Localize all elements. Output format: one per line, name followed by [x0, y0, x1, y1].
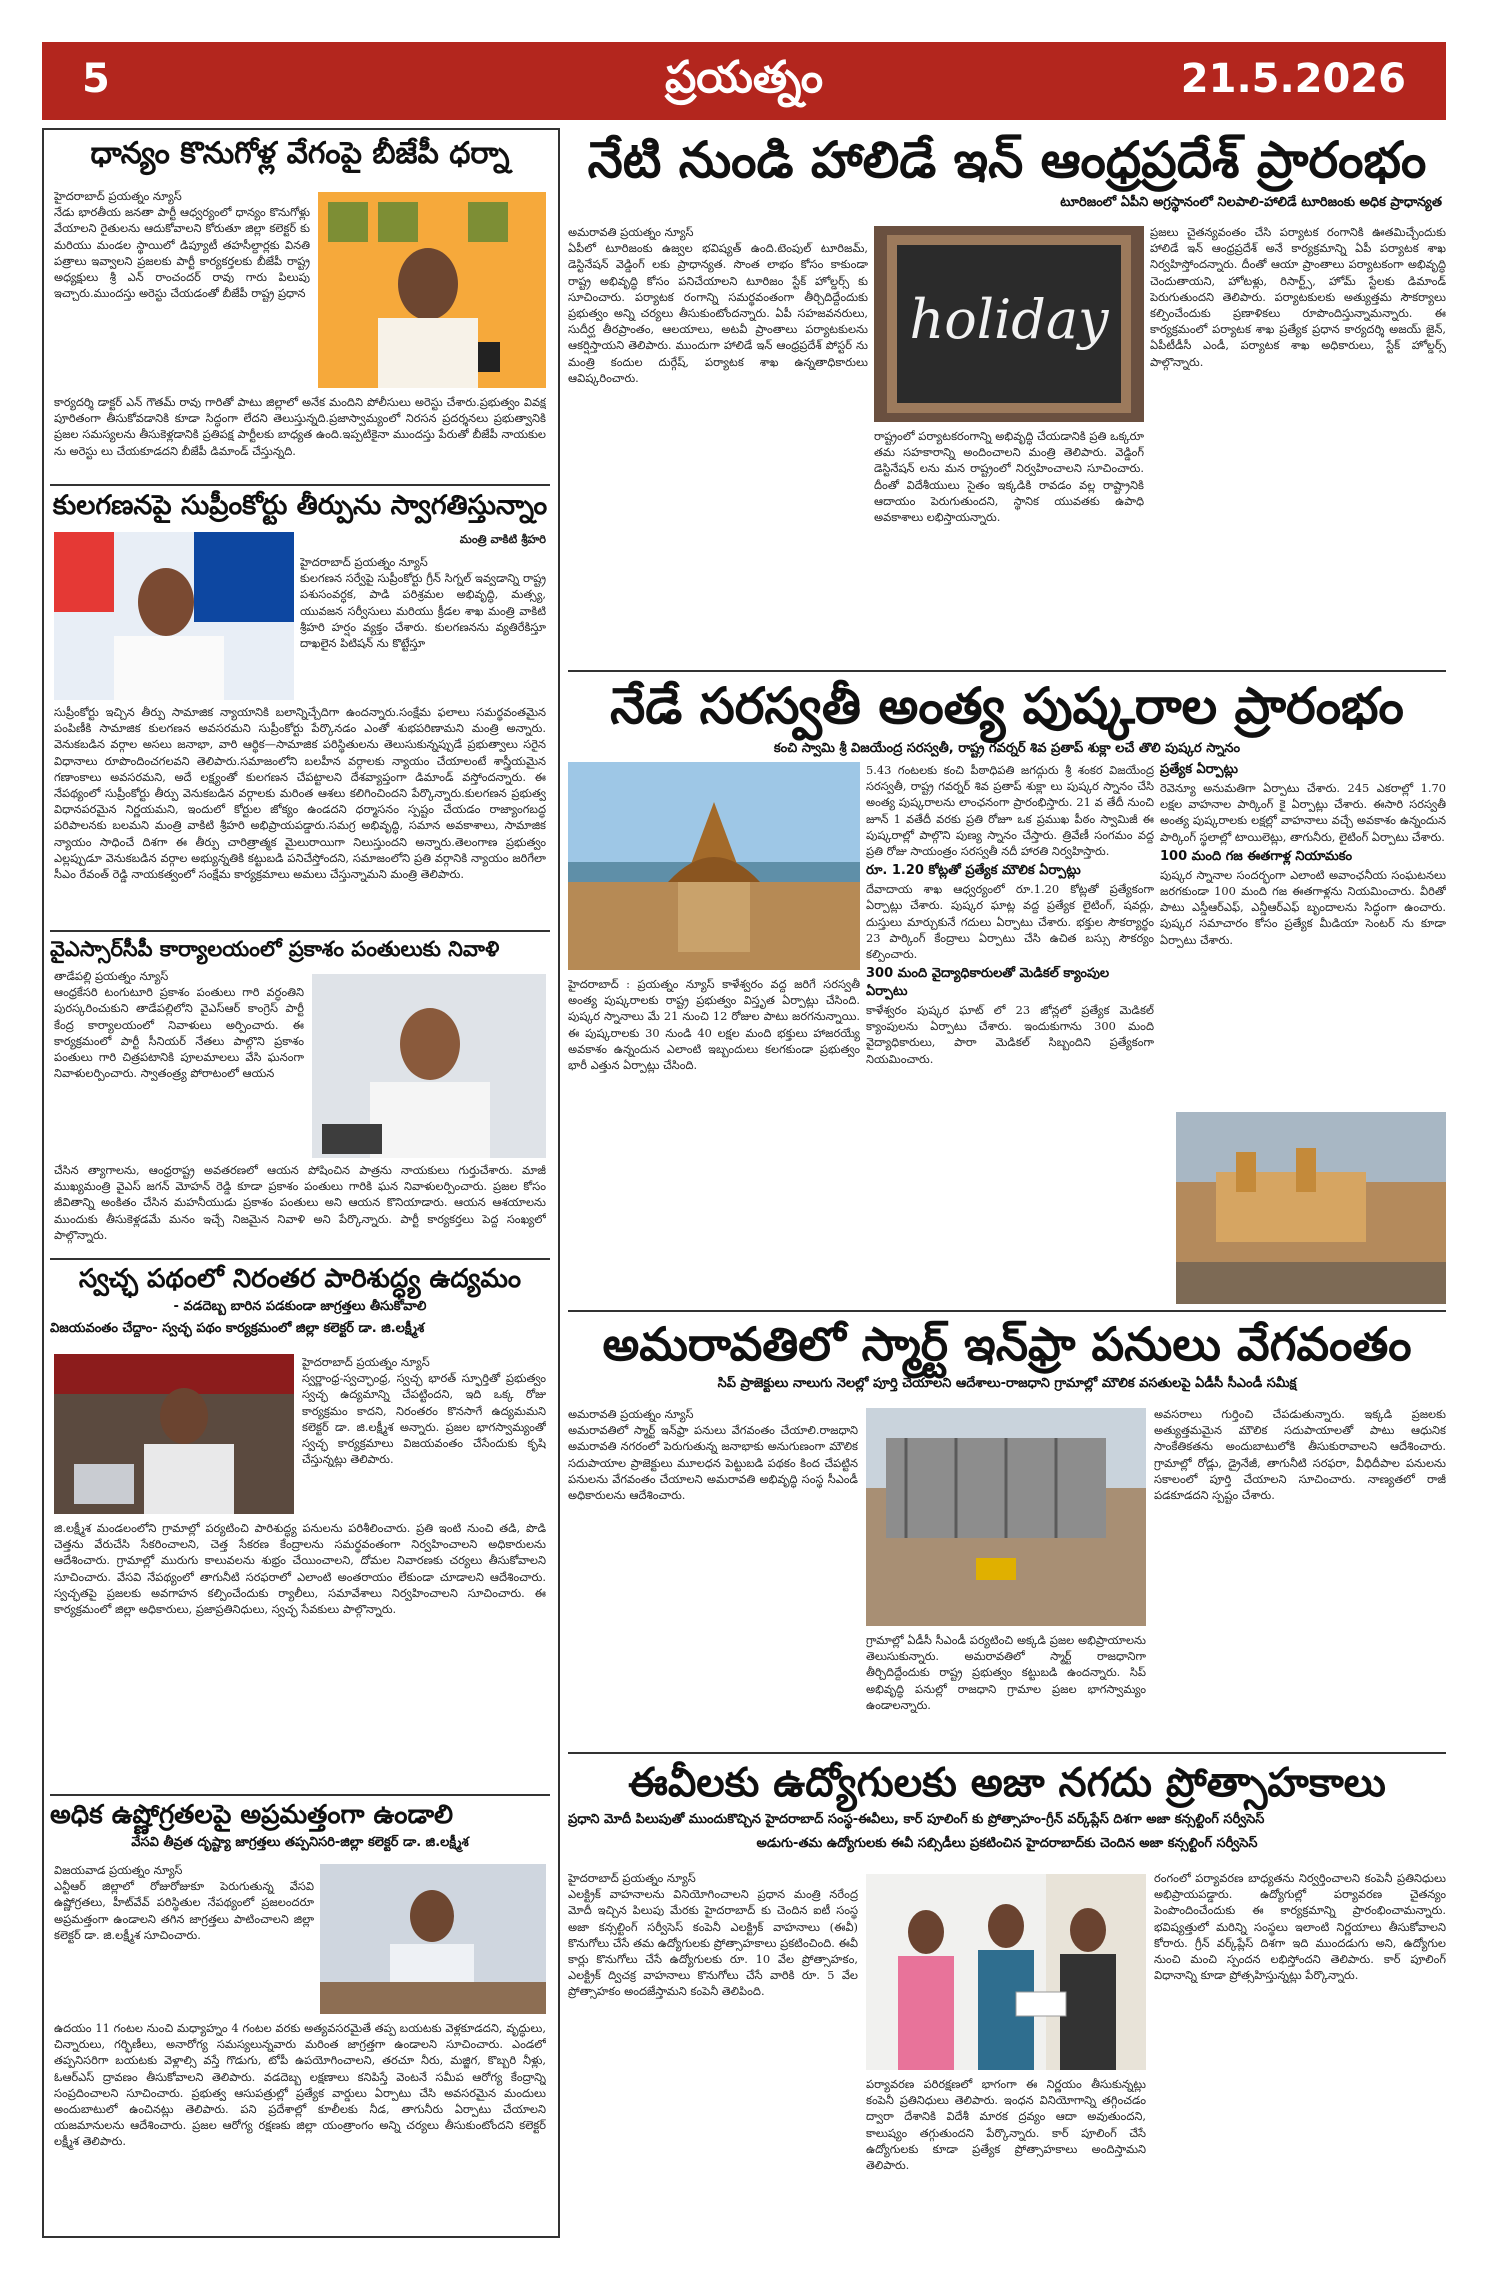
article-body: రాష్ట్రంలో పర్యాటకరంగాన్ని అభివృద్ధి చేయడానికి ప్రతి ఒక్కరూ తమ సహకారాన్ని అందించాలని మంత్రి తెలిపారు. వెడ్డింగ్ డెస్టినేషన్ లను మన రాష్ట్రంలో నిర్వహించాలని సూచించారు. దీంతో విదేశీయులు సైతం ఇక్కడికి రావడం వల్ల రాష్ట్రానికి ఆదాయం పెరుగుతుందని, స్థానిక యువతకు ఉపాధి అవకాశాలు లభిస్తాయన్నారు.	[874, 429, 1144, 524]
article-body: హైదరాబాద్ ప్రయత్నం న్యూస్ స్వర్ణాంధ్ర-స్వచ్ఛాంధ్ర, స్వచ్ఛ భారత్ స్ఫూర్తితో ప్రభుత్వం స్వచ్ఛ ఉద్యమాన్ని చేపట్టిందని, ఇది ఒక్క రోజు కార్యక్రమం కాదని, నిరంతరం కొనసాగే ఉద్యమమని కలెక్టర్ డా. జి.లక్ష్మీశ అన్నారు. ప్రజల భాగస్వామ్యంతో స్వచ్ఛ కార్యక్రమాలు విజయవంతం చేసేందుకు కృషి చేస్తున్నట్లు తెలిపారు.	[302, 1355, 546, 1467]
article-body: రంగంలో పర్యావరణ బాధ్యతను నిర్వర్తించాలని కంపెనీ ప్రతినిధులు అభిప్రాయపడ్డారు. ఉద్యోగుల్లో పర్యావరణ చైతన్యం పెంపొందించేందుకు ఈ కార్యక్రమాన్ని ప్రారంభించామన్నారు. భవిష్యత్తులో మరిన్ని సంస్థలు ఇలాంటి నిర్ణయాలు తీసుకోవాలని కోరారు. గ్రీన్ వర్క్‌ప్లేస్ దిశగా ఇది ముందడుగు అని, ఉద్యోగుల నుంచి మంచి స్పందన లభిస్తోందని తెలిపారు. కార్ పూలింగ్ విధానాన్ని కూడా ప్రోత్సహిస్తున్నట్లు పేర్కొన్నారు.	[1154, 1871, 1446, 1983]
article-subheadline: ప్రధాని మోదీ పిలుపుతో ముందుకొచ్చిన హైదరాబాద్ సంస్థ-ఈవీలు, కార్ పూలింగ్ కు ప్రోత్సాహం-గ్రీన్ వర్క్‌ప్లేస్ దిశగా అజా కన్సల్టింగ్ సర్వీసెస్	[568, 1812, 1265, 1827]
article-headline: నేటి నుండి హాలిడే ఇన్ ఆంధ్రప్రదేశ్ ప్రారంభం	[587, 131, 1427, 189]
article-body: చేసిన త్యాగాలను, ఆంధ్రరాష్ట్ర అవతరణలో ఆయన పోషించిన పాత్రను నాయకులు గుర్తుచేశారు. మాజీ ముఖ్యమంత్రి వైఎస్ జగన్ మోహన్ రెడ్డి కూడా ప్రకాశం పంతులు గారికి ఘన నివాళులర్పించారు. ప్రజల కోసం జీవితాన్ని అంకితం చేసిన మహనీయుడు ప్రకాశం పంతులు అని ఆయన కొనియాడారు. ఆయన ఆశయాలను ముందుకు తీసుకెళ్లడమే మనం ఇచ్చే నిజమైన నివాళి అని పేర్కొన్నారు. పార్టీ కార్యకర్తలు పెద్ద సంఖ్యలో పాల్గొన్నారు.	[54, 1163, 546, 1242]
jagan-photo	[312, 974, 546, 1158]
article-body: అమరావతి ప్రయత్నం న్యూస్ అమరావతిలో స్మార్ట్ ఇన్‌ఫ్రా పనులు వేగవంతం చేయాలి.రాజధాని అమరావతి నగరంలో పెరుగుతున్న జనాభాకు అనుగుణంగా మౌలిక సదుపాయాల ప్రాజెక్టులు మూలధన పెట్టుబడి పథకం కింద చేపట్టిన పనులను వేగవంతం చేయాలని అమరావతి అభివృద్ధి సంస్థ సీఎండీ అధికారులను ఆదేశించారు.	[568, 1407, 858, 1502]
article-headline: అమరావతిలో స్మార్ట్ ఇన్‌ఫ్రా పనులు వేగవంతం	[602, 1317, 1412, 1371]
article-body: 5.43 గంటలకు కంచి పీఠాధిపతి జగద్గురు శ్రీ శంకర విజయేంద్ర సరస్వతీ, రాష్ట్ర గవర్నర్ శివ ప్రతాప్ శుక్లా లు పుష్కర స్నానం చేసి అంత్య పుష్కరాలను లాంఛనంగా ప్రారంభిస్తారు. 21 వ తేదీ నుంచి జూన్ 1 వతేదీ వరకు ప్రతి రోజూ ఒక ప్రముఖ పీఠం స్వామిజీ ఈ పుష్కరాల్లో పాల్గొని పుణ్య స్నానం చేస్తారు. త్రివేణీ సంగమం వద్ద ప్రతి రోజు సాయంత్రం సరస్వతీ నదీ హారతి నిర్వహిస్తారు.	[866, 763, 1154, 858]
article-saraswati-pushkaralu	[568, 676, 1446, 1308]
article-caste-census	[50, 488, 550, 928]
article-heatwave-alert	[50, 1798, 550, 2230]
article-headline: ధాన్యం కొనుగోళ్ల వేగంపై బీజేపీ ధర్నా	[90, 136, 510, 171]
article-body: అమరావతి ప్రయత్నం న్యూస్ ఏపీలో టూరిజంకు ఉజ్వల భవిష్యత్ ఉంది.టెంపుల్ టూరిజమ్, డెస్టినేషన్ వెడ్డింగ్ లకు ప్రాధాన్యత. సొంత లాభం కోసం కాకుండా రాష్ట్ర అభివృద్ధి కోసం పనిచేయాలని టూరిజం స్టేక్ హోల్డర్స్ కు సూచించారు. పర్యాటక రంగాన్ని సమర్థవంతంగా తీర్చిదిద్దేందుకు ప్రభుత్వం అన్ని చర్యలు తీసుకుంటోందన్నారు. ఏపీ సహజవనరులు, సుదీర్ఘ తీరప్రాంతం, ఆలయాలు, అటవీ ప్రాంతాలు పర్యాటకులను ఆకర్షిస్తాయని తెలిపారు. ముందుగా హాలిడే ఇన్ ఆంధ్రప్రదేశ్ పోస్టర్ ను మంత్రి కందుల దుర్గేష్, పర్యాటక శాఖ ఉన్నతాధికారులు ఆవిష్కరించారు.	[568, 225, 868, 385]
article-subheadline: - వడదెబ్బ బారిన పడకుండా జాగ్రత్తలు తీసుకోవాలి	[173, 1299, 427, 1315]
article-body: అవసరాలు గుర్తించి చేపడుతున్నారు. ఇక్కడి ప్రజలకు అత్యుత్తమమైన మౌలిక సదుపాయాలతో పాటు ఆధునిక సాంకేతికతను అందుబాటులోకి తీసుకురావాలని ఆదేశించారు. గ్రామాల్లో రోడ్లు, డ్రైనేజీ, తాగునీటి సరఫరా, వీధిదీపాల పనులను సకాలంలో పూర్తి చేయాలని సూచించారు. నాణ్యతలో రాజీ పడకూడదని స్పష్టం చేశారు.	[1154, 1407, 1446, 1502]
collector-lakshmisha-photo	[320, 1864, 546, 2014]
page-number: 5	[82, 56, 110, 102]
article-subheadline: సిప్ ప్రాజెక్టులు నాలుగు నెలల్లో పూర్తి చేయాలని ఆదేశాలు-రాజధాని గ్రామాల్లో మౌలిక వసతులపై ఏడీసీ సీఎండీ సమీక్ష	[717, 1376, 1297, 1392]
article-subheadline: అడుగు-తమ ఉద్యోగులకు ఈవీ సబ్సిడీలు ప్రకటించిన హైదరాబాద్‌కు చెందిన అజా కన్సల్టింగ్ సర్వీసెస్	[756, 1836, 1258, 1851]
article-body: హైదరాబాద్ ప్రయత్నం న్యూస్ నేడు భారతీయ జనతా పార్టీ ఆధ్వర్యంలో ధాన్యం కొనుగోళ్లు వేయాలని రైతులను ఆదుకోవాలని కోరుతూ జిల్లా కలెక్టర్ కు మరియు మండల స్థాయిలో డిప్యూటీ తహసీల్దార్లకు వినతి పత్రాలు ఇవ్వాలని ప్రజలకు పార్టీ కార్యకర్తలకు బీజేపీ రాష్ట్ర అధ్యక్షులు శ్రీ ఎన్ రాంచందర్ రావు గారు పిలుపు ఇచ్చారు.ముందస్తు అరెస్టు చేయడంతో బీజేపీ రాష్ట్ర ప్రధాన	[54, 189, 310, 301]
issue-date: 21.5.2026	[1180, 56, 1406, 102]
divider	[568, 1752, 1446, 1754]
section-heading: 300 మంది వైద్యాధికారులతో మెడికల్ క్యాంపుల ఏర్పాటు	[866, 966, 1110, 1000]
article-body: జి.లక్ష్మీశ మండలంలోని గ్రామాల్లో పర్యటించి పారిశుద్ధ్య పనులను పరిశీలించారు. ప్రతి ఇంటి నుంచి తడి, పొడి చెత్తను వేరుచేసి సేకరించాలని, చెత్త సేకరణ కేంద్రాలను సమర్థవంతంగా నిర్వహించాలని అధికారులను ఆదేశించారు. గ్రామాల్లో మురుగు కాలువలను శుభ్రం చేయించాలని, దోమల నివారణకు చర్యలు తీసుకోవాలని సూచించారు. వేసవి నేపథ్యంలో తాగునీటి సరఫరాలో ఎలాంటి అంతరాయం లేకుండా చూడాలని ఆదేశించారు. స్వచ్ఛతపై ప్రజలకు అవగాహన కల్పించేందుకు ర్యాలీలు, సమావేశాలు నిర్వహించాలని సూచించారు. ఈ కార్యక్రమంలో జిల్లా అధికారులు, ప్రజాప్రతినిధులు, స్వచ్ఛ సేవకులు పాల్గొన్నారు.	[54, 1521, 546, 1616]
article-body: హైదరాబాద్ ప్రయత్నం న్యూస్ ఎలక్ట్రిక్ వాహనాలను వినియోగించాలని ప్రధాన మంత్రి నరేంద్ర మోదీ ఇచ్చిన పిలుపు మేరకు హైదరాబాద్ కు చెందిన ఐటీ సంస్థ అజా కన్సల్టింగ్ సర్వీసెస్ కంపెనీ ఎలక్ట్రిక్ వాహనాలు (ఈవీ) కొనుగోలు చేసే తమ ఉద్యోగులకు ప్రోత్సాహకాలు ప్రకటించింది. ఈవీ కార్లు కొనుగోలు చేసే ఉద్యోగులకు రూ. 10 వేల ప్రోత్సాహకం, ఎలక్ట్రిక్ ద్విచక్ర వాహనాలు కొనుగోలు చేసే వారికి రూ. 5 వేల ప్రోత్సాహకం అందజేస్తామని కంపెనీ తెలిపింది.	[568, 1871, 858, 1999]
article-body: గ్రామాల్లో ఏడీసీ సీఎండీ పర్యటించి అక్కడి ప్రజల అభిప్రాయాలను తెలుసుకున్నారు. అమరావతిలో స్మార్ట్ రాజధానిగా తీర్చిదిద్దేందుకు రాష్ట్ర ప్రభుత్వం కట్టుబడి ఉందన్నారు. సిప్ అభివృద్ధి పనుల్లో రాజధాని గ్రామాల ప్రజల భాగస్వామ్యం ఉండాలన్నారు.	[866, 1633, 1146, 1712]
article-headline: ఈవీలకు ఉద్యోగులకు అజా నగదు ప్రోత్సాహకాలు	[628, 1760, 1386, 1806]
article-body: రెవెన్యూ అనుమతిగా ఏర్పాటు చేశారు. 245 ఎకరాల్లో 1.70 లక్షల వాహనాల పార్కింగ్ కై ఏర్పాట్లు చేశారు. ఈసారి సరస్వతీ అంత్య పుష్కరాలకు లక్షల్లో వాహనాలు వచ్చే అవకాశం ఉన్నందున పార్కింగ్ స్థలాల్లో టాయిలెట్లు, తాగునీరు, లైటింగ్ ఏర్పాటు చేశారు.	[1160, 781, 1446, 844]
masthead	[42, 42, 1446, 120]
divider	[50, 1258, 550, 1260]
section-heading: 100 మంది గజ ఈతగాళ్ల నియామకం	[1160, 848, 1353, 864]
aja-cheque-handover-photo	[866, 1874, 1146, 2070]
article-amaravati-infra	[568, 1316, 1446, 1750]
article-holiday-in-ap	[568, 128, 1446, 668]
divider	[50, 1794, 550, 1796]
pushkar-ghat-aerial-photo	[1176, 1112, 1446, 1304]
divider	[50, 930, 550, 932]
article-byline: మంత్రి వాకిటి శ్రీహరి	[459, 532, 546, 546]
article-body: పర్యావరణ పరిరక్షణలో భాగంగా ఈ నిర్ణయం తీసుకున్నట్లు కంపెనీ ప్రతినిధులు తెలిపారు. ఇంధన వినియోగాన్ని తగ్గించడం ద్వారా దేశానికి విదేశీ మారక ద్రవ్యం ఆదా అవుతుందని, కాలుష్యం తగ్గుతుందని పేర్కొన్నారు. కార్ పూలింగ్ చేసే ఉద్యోగులకు కూడా ప్రత్యేక ప్రోత్సాహకాలు అందిస్తామని తెలిపారు.	[866, 2077, 1146, 2172]
section-heading: ప్రత్యేక ఏర్పాట్లు	[1160, 762, 1239, 777]
article-body: సుప్రీంకోర్టు ఇచ్చిన తీర్పు సామాజిక న్యాయానికి బలాన్నిచ్చేదిగా ఉందన్నారు.సంక్షేమ ఫలాలు సమర్థవంతమైన పంపిణీకి సామాజిక కులగణన అవసరమని సుప్రీంకోర్టు పేర్కొనడం ఎంతో శుభపరిణామని మంత్రి అన్నారు. వెనుకబడిన వర్గాల అసలు జనాభా, వారి ఆర్థిక—సామాజిక పరిస్థితులను తెలుసుకున్నప్పుడే ప్రభుత్వాలు సరైన విధానాలు రూపొందించగలవని తెలిపారు.సమాజంలోని బలహీన వర్గాలకు న్యాయం చేయాలంటే శాస్త్రీయమైన గణాంకాలు అవసరమని, అదే లక్ష్యంతో కులగణన చేపట్టాలని దేశవ్యాప్తంగా డిమాండ్ వస్తోందన్నారు. ఈ నేపథ్యంలో సుప్రీంకోర్టు తీర్పు వెనుకబడిన వర్గాలకు మరింత ఆశలు కలిగించిందని పేర్కొన్నారు.కులగణన ప్రభుత్వ విధానపరమైన నిర్ణయమని, ఇందులో కోర్టుల జోక్యం ఉండదని ధర్మాసనం స్పష్టం చేయడం రాజ్యాంగబద్ధ పరిపాలనకు బలమని మంత్రి వాకిటి శ్రీహరి అభిప్రాయపడ్డారు.సమగ్ర అభివృద్ధి, సమాన అవకాశాలు, సామాజిక న్యాయం సాధించే దిశగా ఈ తీర్పు చారిత్రాత్మక మైలురాయిగా నిలుస్తుందని అన్నారు.తెలంగాణ ప్రభుత్వం ఎల్లప్పుడూ వెనుకబడిన వర్గాల అభ్యున్నతికి కట్టుబడి పనిచేస్తోందని, సమాజంలోని ప్రతి వర్గానికి న్యాయం జరిగేలా సీఎం రేవంత్ రెడ్డి నాయకత్వంలో సంక్షేమ కార్యక్రమాలు అమలు చేస్తున్నామని మంత్రి తెలిపారు.	[54, 705, 546, 881]
construction-site-photo	[866, 1408, 1146, 1626]
minister-srihari-photo	[54, 532, 294, 700]
article-bjp-dharna	[50, 132, 550, 482]
article-body: ప్రజలు చైతన్యవంతం చేసి పర్యాటక రంగానికి ఊతమిచ్చేందుకు హాలిడే ఇన్ ఆంధ్రప్రదేశ్ అనే కార్యక్రమాన్ని ఏపీ పర్యాటక శాఖ నిర్వహిస్తోందన్నారు. దీంతో ఆయా ప్రాంతాలు పర్యాటకంగా అభివృద్ధి చెందుతాయని, హోటళ్లు, రిసార్ట్స్, హోమ్ స్టేలకు డిమాండ్ పెరుగుతుందని తెలిపారు. పర్యాటకులకు అత్యుత్తమ సౌకర్యాలు కల్పించేందుకు ప్రణాళికలు రూపొందిస్తున్నామన్నారు. ఈ కార్యక్రమంలో పర్యాటక శాఖ ప్రత్యేక ప్రధాన కార్యదర్శి అజయ్ జైన్, ఏపీటీడీసీ ఎండీ, పర్యాటక శాఖ అధికారులు, స్టేక్ హోల్డర్స్ పాల్గొన్నారు.	[1150, 225, 1446, 369]
article-aja-ev-incentives	[568, 1758, 1446, 2234]
article-headline: వైఎస్సార్‌సీపీ కార్యాలయంలో ప్రకాశం పంతులుకు నివాళి	[50, 937, 500, 961]
article-body: కాళేశ్వరం పుష్కర ఘాట్ లో 23 జోన్లలో ప్రత్యేక మెడికల్ క్యాంపులను ఏర్పాటు చేశారు. ఇందుకుగాను 300 మంది వైద్యాధికారులు, పారా మెడికల్ సిబ్బందిని ప్రత్యేకంగా నియమించారు.	[866, 1003, 1154, 1066]
article-subheadline: విజయవంతం చేద్దాం- స్వచ్ఛ పథం కార్యక్రమంలో జిల్లా కలెక్టర్ డా. జి.లక్ష్మీశ	[50, 1321, 425, 1337]
bjp-leader-photo	[318, 192, 546, 388]
divider	[50, 484, 550, 486]
divider	[568, 1310, 1446, 1312]
divider	[568, 670, 1446, 672]
article-headline: కులగణనపై సుప్రీంకోర్టు తీర్పును స్వాగతిస్తున్నాం	[52, 490, 548, 521]
holiday-board-photo	[874, 226, 1144, 422]
article-body: హైదరాబాద్ : ప్రయత్నం న్యూస్ కాళేశ్వరం వద్ద జరిగే సరస్వతీ అంత్య పుష్కరాలకు రాష్ట్ర ప్రభుత్వం విస్తృత ఏర్పాట్లు చేసింది. పుష్కర స్నానాలు మే 21 నుంచి 12 రోజుల పాటు జరగనున్నాయి. ఈ పుష్కరాలకు 30 నుండి 40 లక్షల మంది భక్తులు హాజరయ్యే అవకాశం ఉన్నందున ఎలాంటి ఇబ్బందులు కలగకుండా ప్రభుత్వం భారీ ఎత్తున ఏర్పాట్లు చేసింది.	[568, 977, 860, 1072]
article-headline: అధిక ఉష్ణోగ్రతలపై అప్రమత్తంగా ఉండాలి	[50, 1800, 454, 1830]
article-body: కార్యదర్శి డాక్టర్ ఎన్ గౌతమ్ రావు గారితో పాటు జిల్లాలో అనేక మందిని పోలీసులు అరెస్టు చేశారు.ప్రభుత్వం వివక్ష పూరితంగా తీసుకోవడానికి కూడా సిద్ధంగా లేదని తెలుస్తున్నది.ప్రజాస్వామ్యంలో నిరసన ప్రదర్శనలు ప్రభుత్వానికి ప్రజల సమస్యలను తీసుకెళ్లడానికి ప్రతిపక్ష పార్టీలకు బాధ్యత ఉంది.ఇప్పటికైనా ముందస్తు పేరుతో బీజేపీ నాయకుల ను అరెస్టు లు చేయకూడదని బీజేపీ డిమాండ్ చేస్తున్నది.	[54, 395, 546, 458]
section-heading: రూ. 1.20 కోట్లతో ప్రత్యేక మౌలిక ఏర్పాట్లు	[866, 863, 1081, 879]
article-subheadline: వేసవి తీవ్రత దృష్ట్యా జాగ్రత్తలు తప్పనిసరి-జిల్లా కలెక్టర్ డా. జి.లక్ష్మీశ	[131, 1835, 469, 1851]
collector-meeting-photo	[54, 1354, 294, 1514]
article-body: దేవాదాయ శాఖ ఆధ్వర్యంలో రూ.1.20 కోట్లతో ప్రత్యేకంగా ఏర్పాట్లు చేశారు. పుష్కర ఘాట్ల వద్ద ప్రత్యేక లైటింగ్, షవర్లు, దుస్తులు మార్చుకునే గదులు ఏర్పాటు చేశారు. భక్తుల సౌకర్యార్థం 23 పార్కింగ్ కేంద్రాలు ఏర్పాటు చేసి ఉచిత బస్సు సౌకర్యం కల్పించారు.	[866, 882, 1154, 961]
article-subheadline: కంచి స్వామి శ్రీ విజయేంద్ర సరస్వతీ, రాష్ట్ర గవర్నర్ శివ ప్రతాప్ శుక్లా లచే తొలి పుష్కర స్నానం	[773, 740, 1241, 756]
article-swachh-patham	[50, 1262, 550, 1792]
article-prakasam-tribute	[50, 934, 550, 1256]
article-body: విజయవాడ ప్రయత్నం న్యూస్ ఎన్టీఆర్ జిల్లాలో రోజురోజుకూ పెరుగుతున్న వేసవి ఉష్ణోగ్రతలు, హీట్‌వేవ్ పరిస్థితుల నేపథ్యంలో ప్రజలందరూ అప్రమత్తంగా ఉండాలని తగిన జాగ్రత్తలు పాటించాలని జిల్లా కలెక్టర్ డా. జి.లక్ష్మీశ సూచించారు.	[54, 1863, 314, 1942]
holiday-board-text: holiday	[909, 288, 1109, 351]
newspaper-name: ప్రయత్నం	[664, 52, 824, 103]
article-subheadline: టూరిజంలో ఏపీని అగ్రస్థానంలో నిలపాలి-హాలిడే టూరిజంకు అధిక ప్రాధాన్యత	[1060, 194, 1442, 210]
pushkar-sculpture-photo	[568, 762, 860, 970]
article-headline: నేడే సరస్వతీ అంత్య పుష్కరాల ప్రారంభం	[610, 677, 1404, 735]
article-body: హైదరాబాద్ ప్రయత్నం న్యూస్ కులగణన సర్వేపై సుప్రీంకోర్టు గ్రీన్ సిగ్నల్ ఇవ్వడాన్ని రాష్ట్ర పశుసంవర్ధక, పాడి పరిశ్రమల అభివృద్ధి, మత్స్య, యువజన సర్వీసులు మరియు క్రీడల శాఖ మంత్రి వాకిటి శ్రీహరి హర్షం వ్యక్తం చేశారు. కులగణనను వ్యతిరేకిస్తూ దాఖలైన పిటిషన్ ను కొట్టేస్తూ	[300, 555, 546, 650]
article-headline: స్వచ్ఛ పథంలో నిరంతర పారిశుద్ధ్య ఉద్యమం	[78, 1264, 522, 1294]
article-body: తాడేపల్లి ప్రయత్నం న్యూస్ ఆంధ్రకేసరి టంగుటూరి ప్రకాశం పంతులు గారి వర్ధంతిని పురస్కరించుకుని తాడేపల్లిలోని వైఎస్ఆర్ కాంగ్రెస్ పార్టీ కేంద్ర కార్యాలయంలో నివాళులు అర్పించారు. ఈ కార్యక్రమంలో పార్టీ సీనియర్ నేతలు పాల్గొని ప్రకాశం పంతులు గారి చిత్రపటానికి పూలమాలలు వేసి ఘనంగా నివాళులర్పించారు. స్వాతంత్ర్య పోరాటంలో ఆయన	[54, 969, 304, 1081]
article-body: పుష్కర స్నానాల సందర్భంగా ఎలాంటి అవాంఛనీయ సంఘటనలు జరగకుండా 100 మంది గజ ఈతగాళ్లను నియమించారు. వీరితో పాటు ఎస్డీఆర్ఎఫ్, ఎన్డీఆర్ఎఫ్ బృందాలను సిద్ధంగా ఉంచారు. పుష్కర సమాచారం కోసం ప్రత్యేక మీడియా సెంటర్ ను కూడా ఏర్పాటు చేశారు.	[1160, 867, 1446, 947]
article-body: ఉదయం 11 గంటల నుంచి మధ్యాహ్నం 4 గంటల వరకు అత్యవసరమైతే తప్ప బయటకు వెళ్లకూడదని, వృద్ధులు, చిన్నారులు, గర్భిణీలు, అనారోగ్య సమస్యలున్నవారు మరింత జాగ్రత్తగా ఉండాలని సూచించారు. ఎండలో తప్పనిసరిగా బయటకు వెళ్లాల్సి వస్తే గొడుగు, టోపీ ఉపయోగించాలని, తరచూ నీరు, మజ్జిగ, కొబ్బరి నీళ్లు, ఓఆర్ఎస్ ద్రావణం తీసుకోవాలని తెలిపారు. వడదెబ్బ లక్షణాలు కనిపిస్తే వెంటనే సమీప ఆరోగ్య కేంద్రాన్ని సంప్రదించాలని సూచించారు. ప్రభుత్వ ఆసుపత్రుల్లో ప్రత్యేక వార్డులు ఏర్పాటు చేసి అవసరమైన మందులు అందుబాటులో ఉంచినట్లు తెలిపారు. పని ప్రదేశాల్లో కూలీలకు నీడ, తాగునీరు ఏర్పాటు చేయాలని యజమానులను ఆదేశించారు. ప్రజల ఆరోగ్య రక్షణకు జిల్లా యంత్రాంగం అన్ని చర్యలు తీసుకుంటోందని కలెక్టర్ లక్ష్మీశ తెలిపారు.	[54, 2021, 546, 2149]
